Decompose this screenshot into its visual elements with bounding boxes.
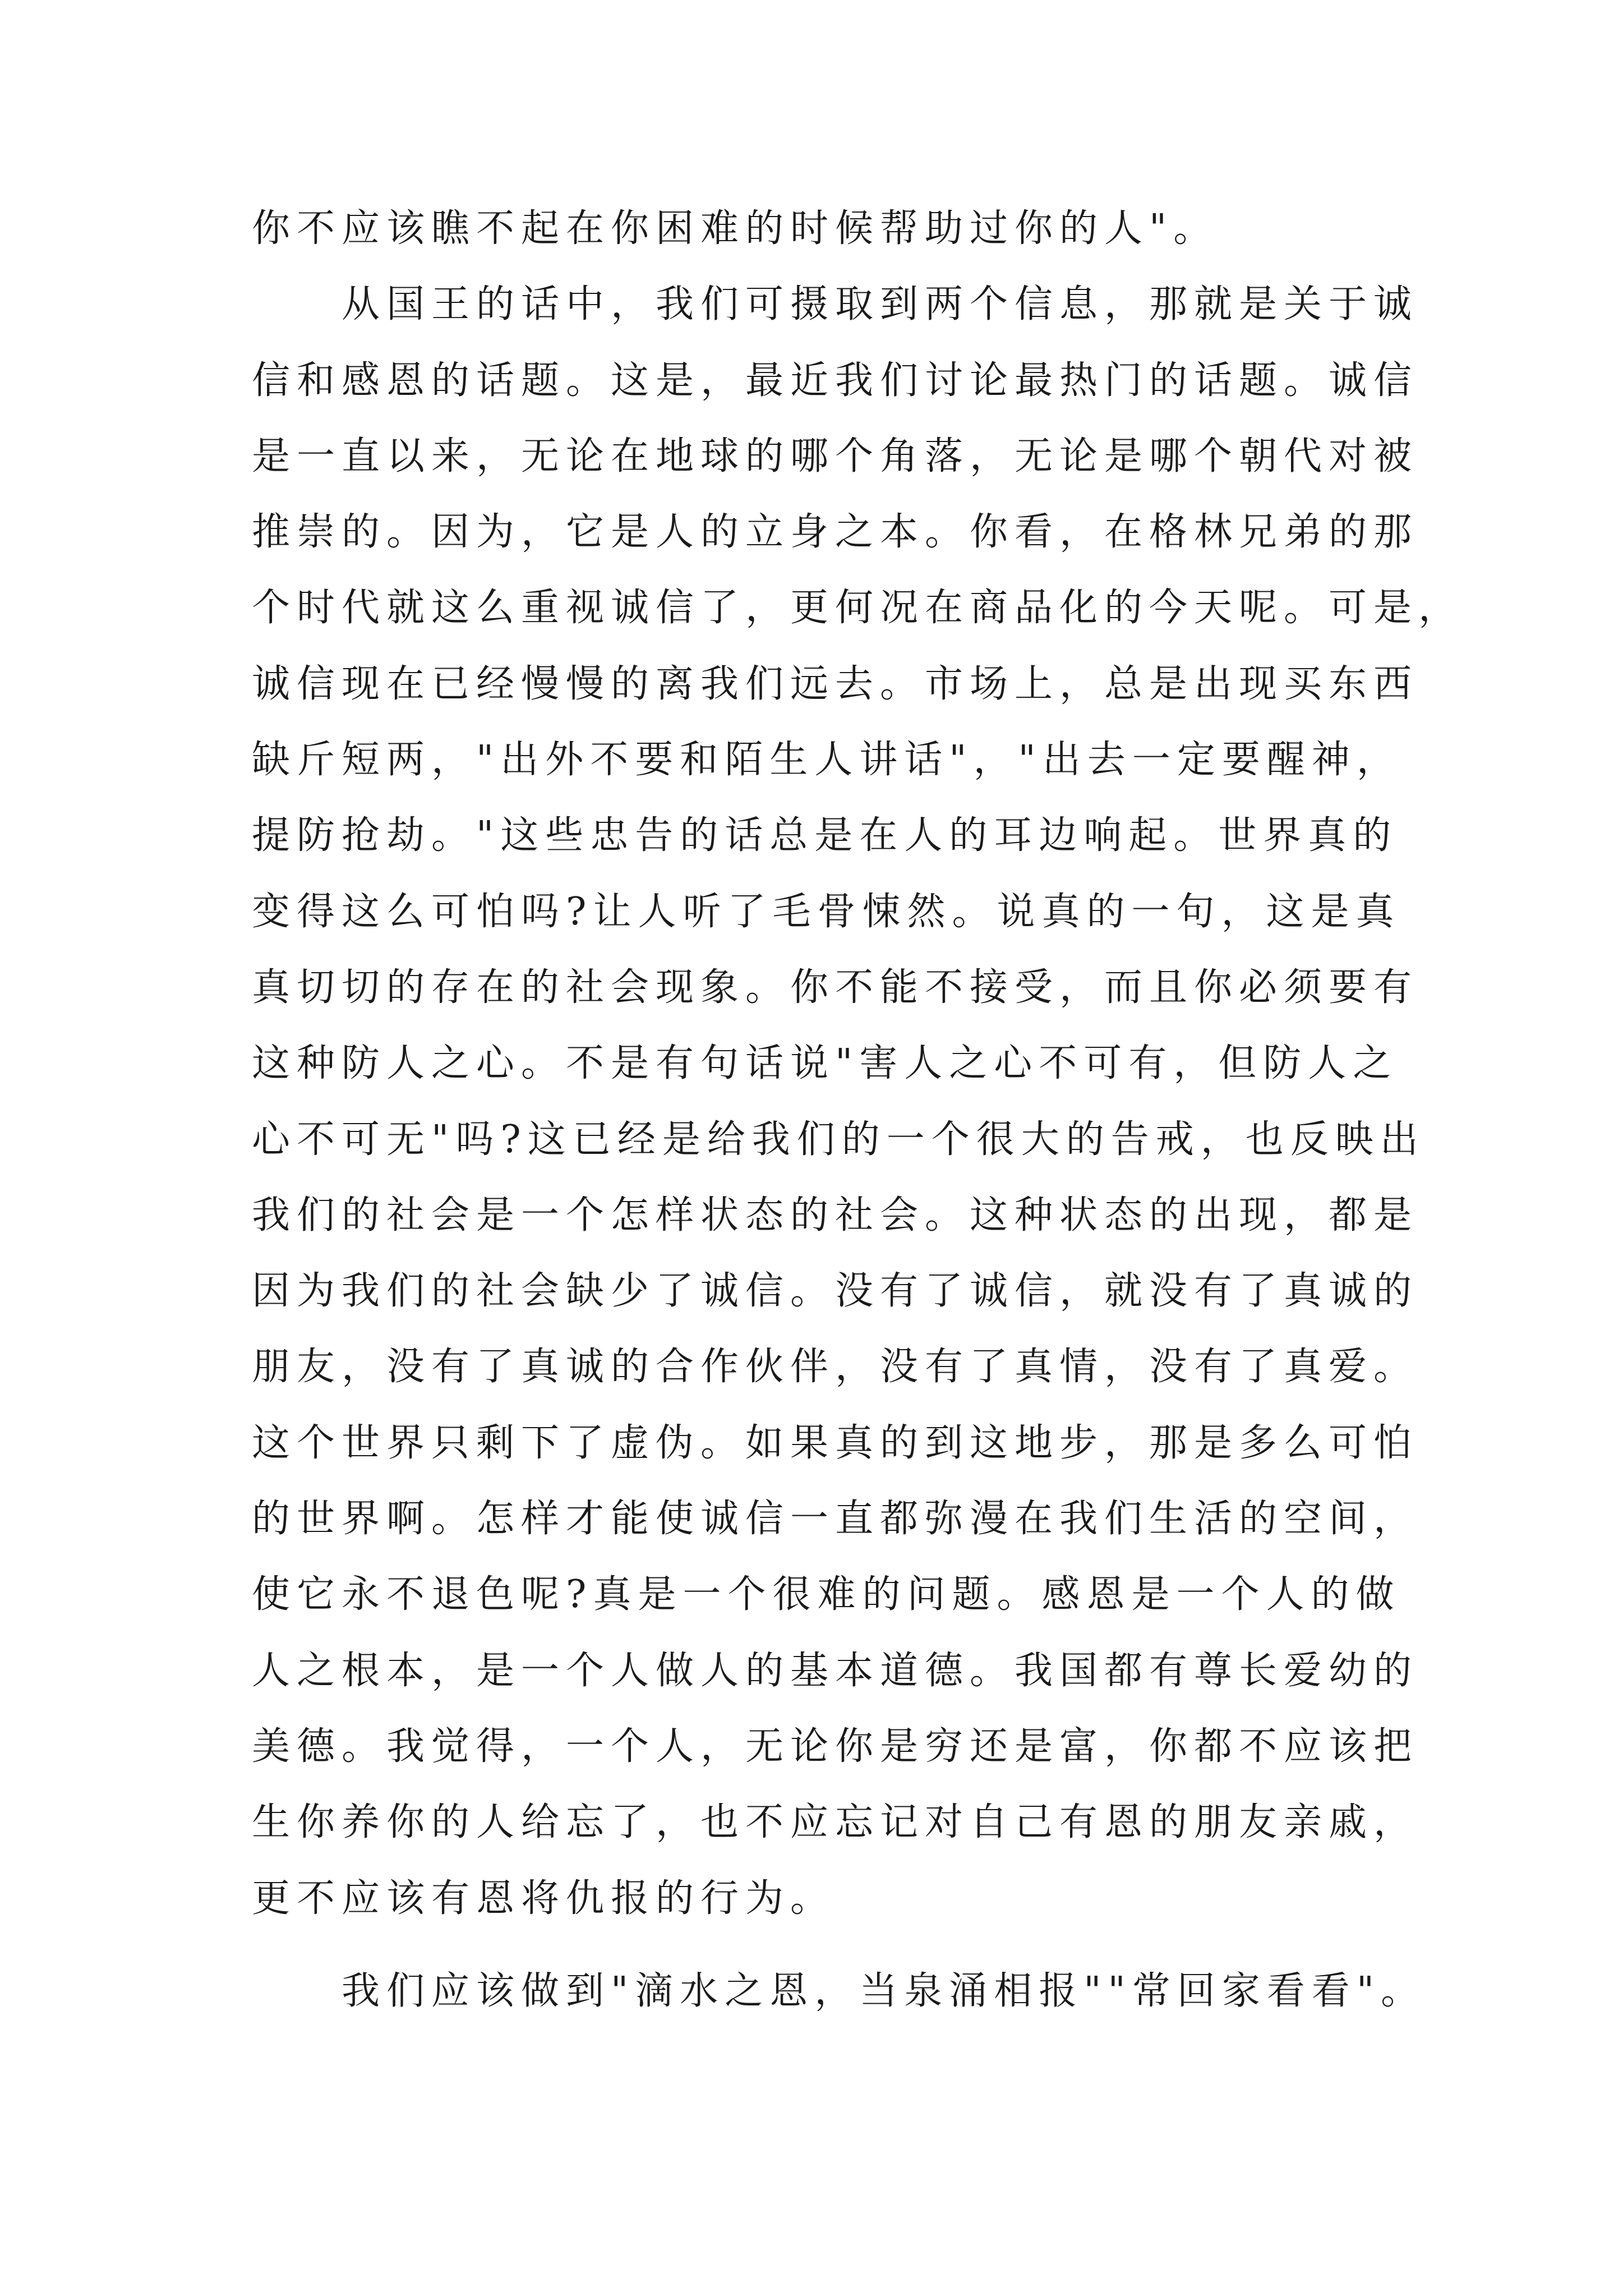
text-line: 朋友，没有了真诚的合作伙伴，没有了真情，没有了真爱。 (252, 1345, 1419, 1389)
text-line: 真切切的存在的社会现象。你不能不接受，而且你必须要有 (252, 965, 1419, 1010)
text-line: 你不应该瞧不起在你困难的时候帮助过你的人"。 (252, 206, 1219, 251)
text-line: 这个世界只剩下了虚伪。如果真的到这地步，那是多么可怕 (252, 1420, 1419, 1465)
text-line: 人之根本，是一个人做人的基本道德。我国都有尊长爱幼的 (252, 1648, 1419, 1693)
text-line: 的世界啊。怎样才能使诚信一直都弥漫在我们生活的空间， (252, 1497, 1419, 1542)
text-line: 更不应该有恩将仇报的行为。 (252, 1876, 836, 1921)
paragraph-start-line: 从国王的话中，我们可摄取到两个信息，那就是关于诚 (342, 282, 1419, 327)
text-line: 我们的社会是一个怎样状态的社会。这种状态的出现，都是 (252, 1193, 1419, 1237)
text-line: 生你养你的人给忘了，也不应忘记对自己有恩的朋友亲戚， (252, 1800, 1419, 1845)
text-line: 这种防人之心。不是有句话说"害人之心不可有，但防人之 (252, 1041, 1398, 1086)
text-line: 个时代就这么重视诚信了，更何况在商品化的今天呢。可是， (252, 586, 1464, 631)
text-line: 缺斤短两，"出外不要和陌生人讲话"，"出去一定要醒神， (252, 738, 1401, 783)
text-line: 美德。我觉得，一个人，无论你是穷还是富，你都不应该把 (252, 1724, 1419, 1769)
text-line: 是一直以来，无论在地球的哪个角落，无论是哪个朝代对被 (252, 434, 1419, 478)
text-line: 推崇的。因为，它是人的立身之本。你看，在格林兄弟的那 (252, 510, 1419, 555)
paragraph-start-line: 我们应该做到"滴水之恩，当泉涌相报""常回家看看"。 (342, 1968, 1426, 2013)
text-line: 诚信现在已经慢慢的离我们远去。市场上，总是出现买东西 (252, 661, 1419, 706)
text-line: 提防抢劫。"这些忠告的话总是在人的耳边响起。世界真的 (252, 813, 1398, 858)
text-line: 因为我们的社会缺少了诚信。没有了诚信，就没有了真诚的 (252, 1269, 1419, 1314)
text-line: 心不可无"吗?这已经是给我们的一个很大的告戒，也反映出 (252, 1117, 1425, 1162)
text-line: 使它永不退色呢?真是一个很难的问题。感恩是一个人的做 (252, 1572, 1401, 1617)
text-line: 信和感恩的话题。这是，最近我们讨论最热门的话题。诚信 (252, 358, 1419, 403)
text-line: 变得这么可怕吗?让人听了毛骨悚然。说真的一句，这是真 (252, 889, 1401, 934)
body-text (252, 191, 1464, 2029)
